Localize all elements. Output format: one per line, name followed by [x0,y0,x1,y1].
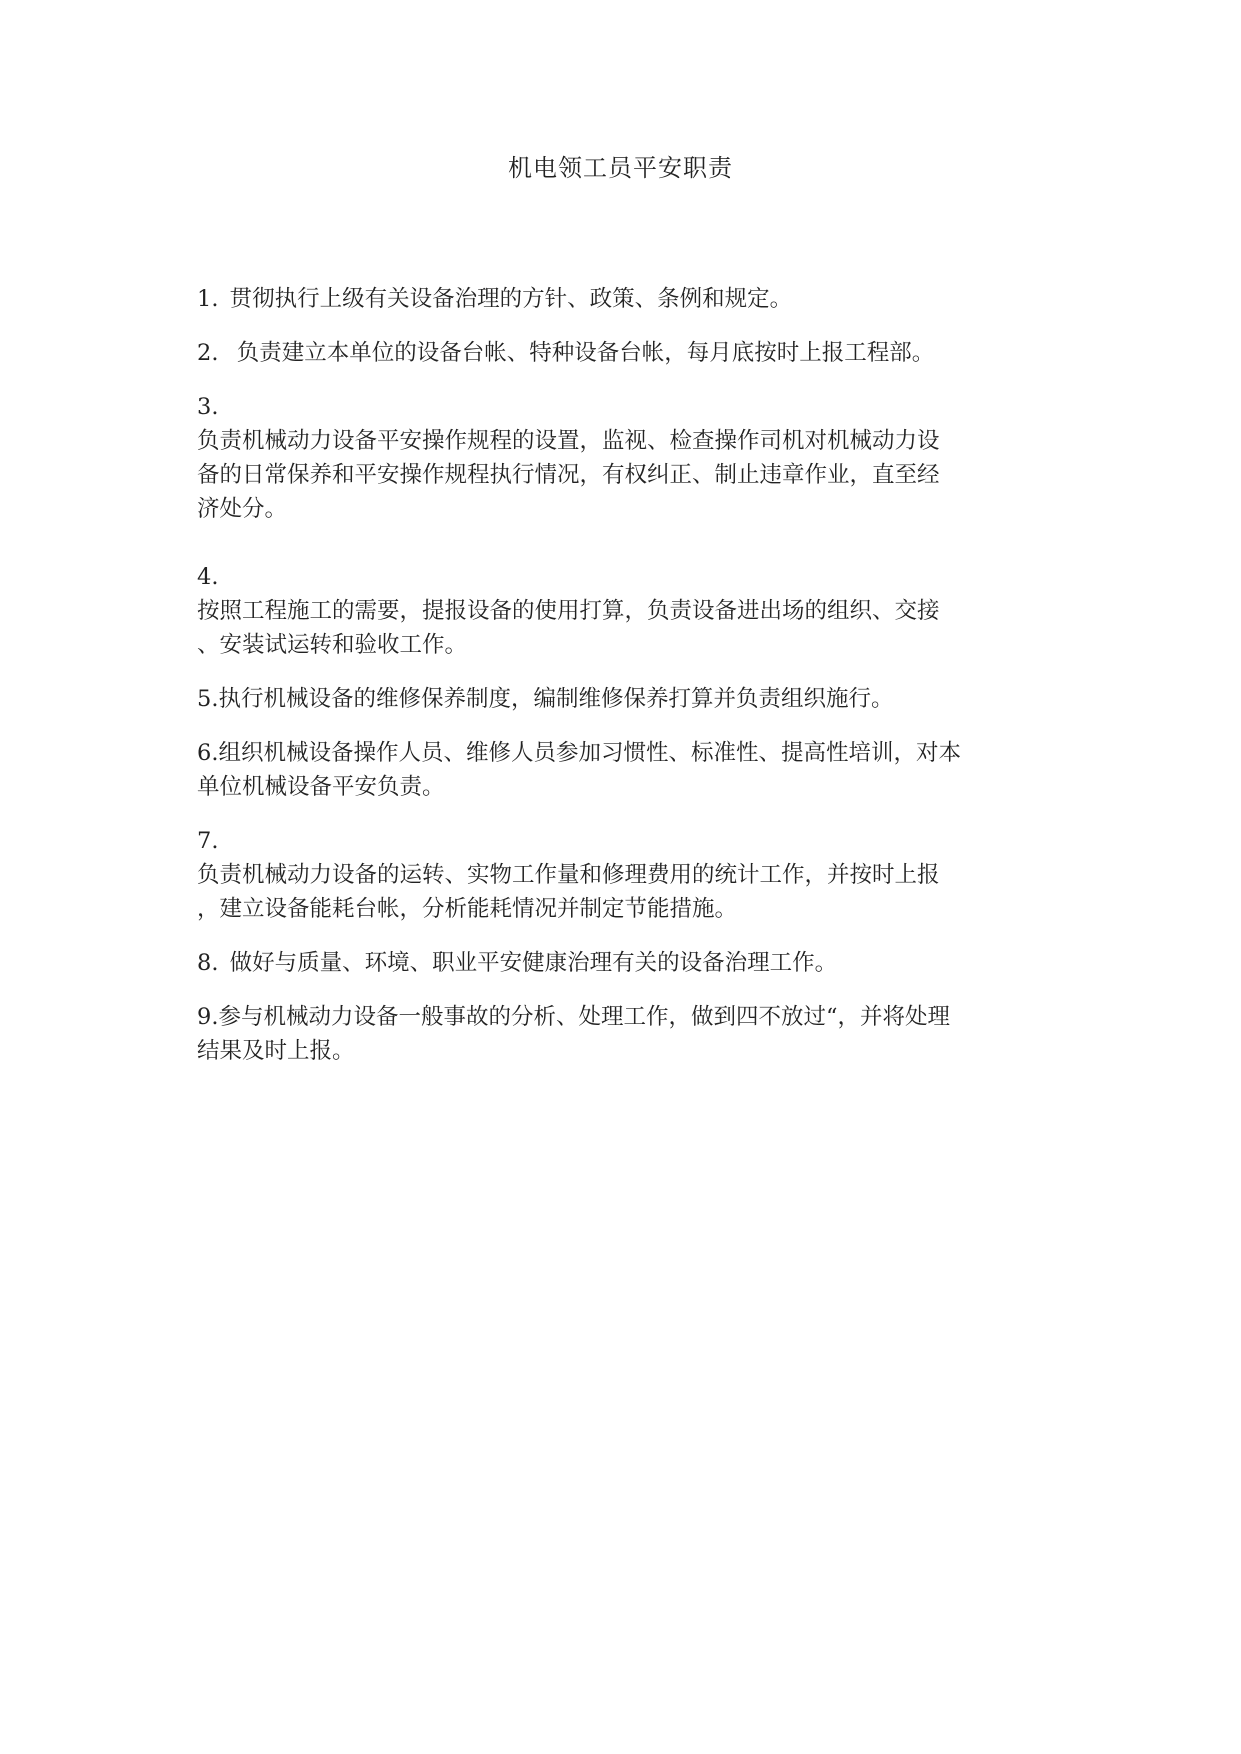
duty-item-6-line-2: 单位机械设备平安负责。 [197,774,445,800]
duty-item-2-number: 2. [197,340,219,366]
duty-item-9 [197,1000,1053,1068]
duty-item-6-number: 6. [197,740,219,766]
duty-item-5-text: 执行机械设备的维修保养制度，编制维修保养打算并负责组织施行。 [218,686,894,712]
duty-item-2-text: 负责建立本单位的设备台帐、特种设备台帐，每月底按时上报工程部。 [236,340,935,366]
duty-item-2 [197,336,1053,370]
duty-item-4-number: 4. [197,564,219,590]
duty-item-4-line-2: 、安装试运转和验收工作。 [197,632,468,658]
duty-item-9-line-2: 结果及时上报。 [197,1038,355,1064]
duty-item-9-text: 参与机械动力设备一般事故的分析、处理工作，做到四不放过“，并将处理 [218,1004,950,1030]
duty-item-8-text: 做好与质量、环境、职业平安健康治理有关的设备治理工作。 [229,950,838,976]
duty-item-7-line-1: 负责机械动力设备的运转、实物工作量和修理费用的统计工作，并按时上报 [197,862,940,888]
duty-item-7-line-2: ，建立设备能耗台帐，分析能耗情况并制定节能措施。 [197,896,738,922]
duty-item-7-number: 7. [197,828,219,854]
duty-item-3 [197,390,1053,526]
duty-item-4 [197,560,1053,662]
duty-item-1 [197,282,1053,316]
duty-item-2-line-1 [197,336,1053,370]
duty-item-3-line-3: 济处分。 [197,496,288,522]
document-title: 机电领工员平安职责 [508,154,733,182]
duty-item-7 [197,824,1053,926]
duty-item-5-number: 5. [197,686,219,712]
duty-item-6-text: 组织机械设备操作人员、维修人员参加习惯性、标准性、提高性培训，对本 [218,740,961,766]
duty-item-6 [197,736,1053,804]
duty-item-3-number: 3. [197,394,219,420]
duty-item-5-line-1 [197,682,1053,716]
duty-item-3-line-1: 负责机械动力设备平安操作规程的设置，监视、检查操作司机对机械动力设 [197,428,940,454]
duty-item-1-line-1 [197,282,1053,316]
duty-item-8-line-1 [197,946,1053,980]
duty-item-8-number: 8. [197,950,219,976]
duty-item-8 [197,946,1053,980]
duty-item-9-line-1 [197,1000,1053,1034]
duty-item-5 [197,682,1053,716]
duty-item-4-line-1: 按照工程施工的需要，提报设备的使用打算，负责设备进出场的组织、交接 [197,598,940,624]
document-body [197,282,1053,1068]
duty-item-9-number: 9. [197,1004,219,1030]
duty-item-1-text: 贯彻执行上级有关设备治理的方针、政策、条例和规定。 [229,286,793,312]
duty-item-1-number: 1. [197,286,219,312]
duty-item-6-line-1 [197,736,1053,770]
duty-item-3-line-2: 备的日常保养和平安操作规程执行情况，有权纠正、制止违章作业，直至经 [197,462,940,488]
